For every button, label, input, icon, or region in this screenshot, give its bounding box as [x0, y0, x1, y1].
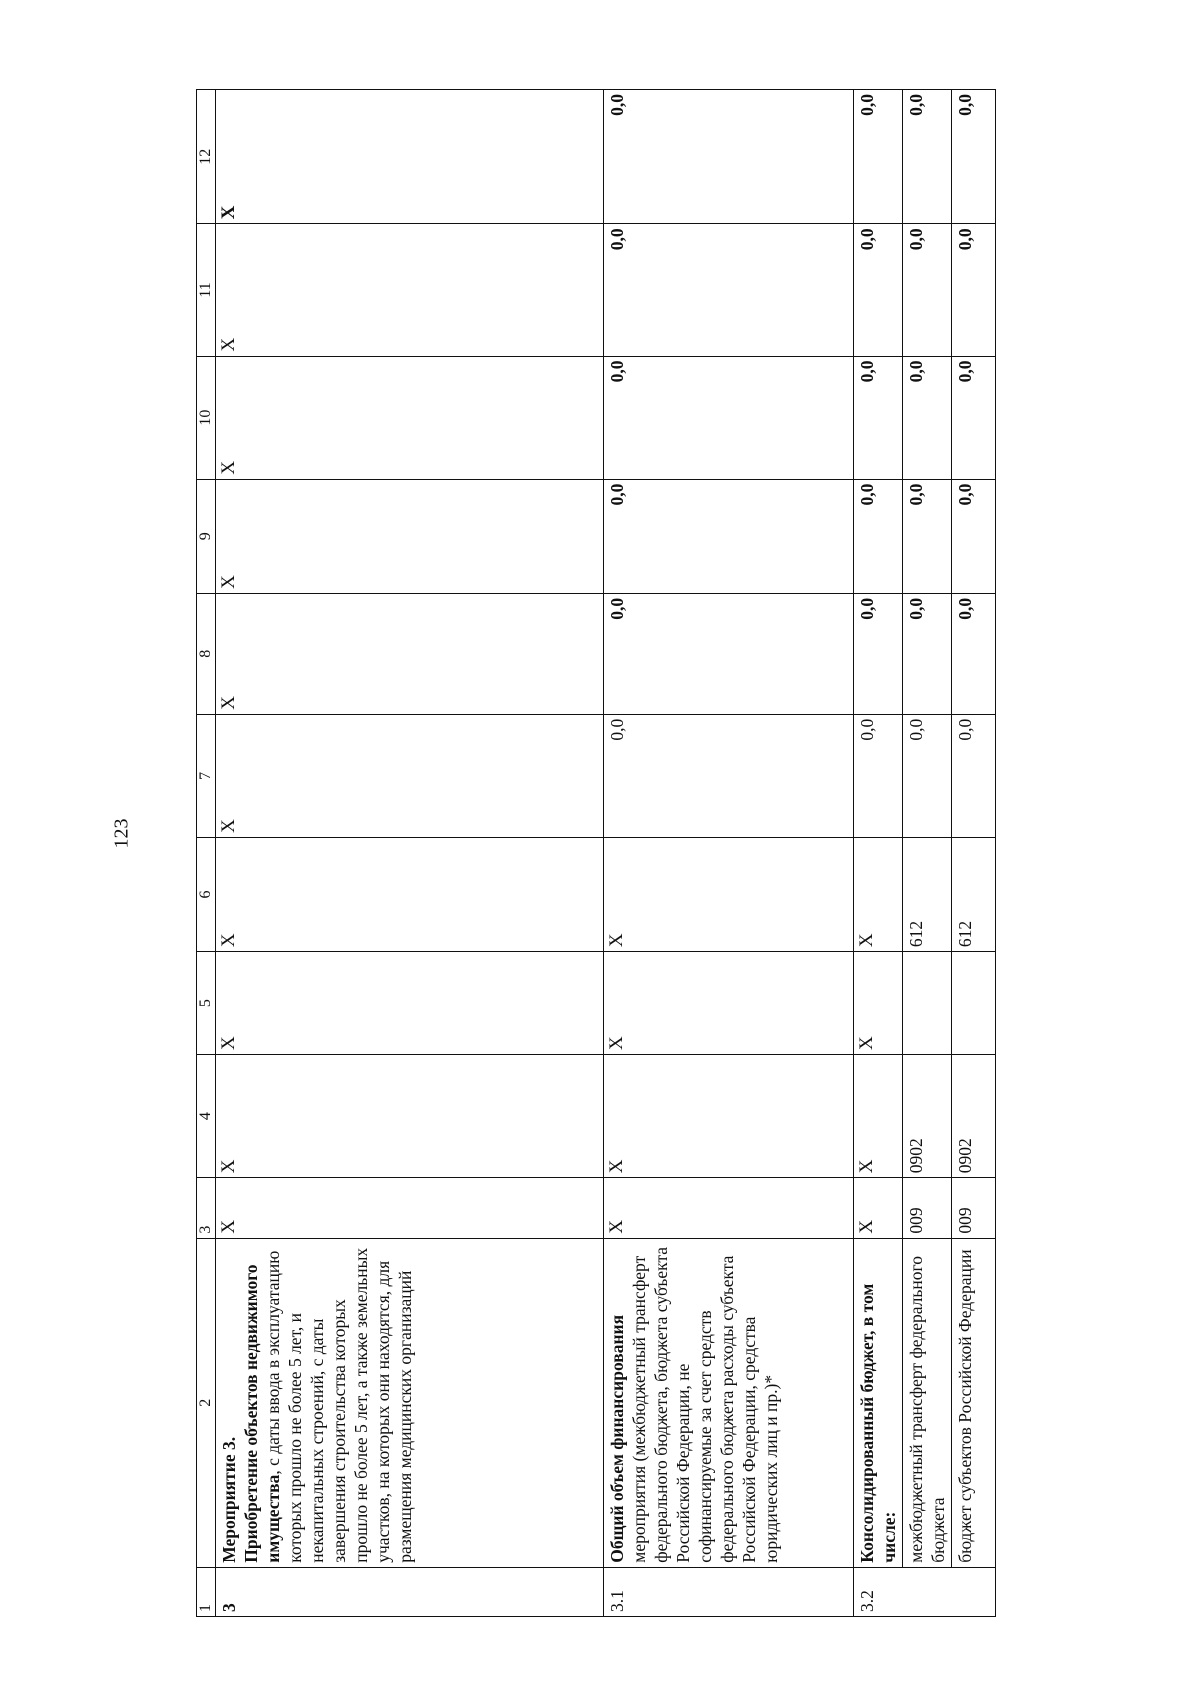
row-name-text: бюджет субъектов Российской Федерации	[955, 1249, 975, 1563]
cell-c4: X	[604, 1055, 854, 1178]
cell-c8: 0,0	[903, 593, 952, 714]
cell-c4: X	[216, 1055, 604, 1178]
cell-c4: 0902	[952, 1055, 996, 1178]
col-number: 7	[197, 714, 216, 837]
table-row	[903, 90, 952, 1617]
row-name-text: межбюджетный трансферт федерального бюджета	[906, 1256, 948, 1563]
cell-c4: X	[854, 1055, 903, 1178]
col-number: 9	[197, 479, 216, 593]
cell-c5	[952, 952, 996, 1055]
cell-c5: X	[604, 952, 854, 1055]
cell-c10: 0,0	[952, 356, 996, 479]
col-number: 2	[197, 1238, 216, 1567]
col-number: 6	[197, 837, 216, 951]
row-number: 3.2	[854, 1567, 996, 1616]
cell-c7: X	[216, 714, 604, 837]
row-name-text: Общий объем финансирования	[607, 1314, 627, 1563]
cell-c12: X	[216, 90, 604, 224]
cell-c10: 0,0	[903, 356, 952, 479]
row-name-text: , с даты ввода в эксплуатацию которых прошло не более 5 лет, и некапитальных строений, с даты завершения строительства которых прошло не более 5 лет, а также земельных участков, на которых они находятся, для размещения медицинских организаций	[263, 1247, 415, 1563]
column-number-row	[197, 90, 216, 1617]
cell-c10: X	[216, 356, 604, 479]
cell-c7: 0,0	[903, 714, 952, 837]
cell-c12: 0,0	[604, 90, 854, 224]
cell-c3: X	[854, 1178, 903, 1238]
cell-c11: 0,0	[903, 224, 952, 356]
cell-c9: 0,0	[604, 479, 854, 593]
cell-c12: 0,0	[903, 90, 952, 224]
col-number: 3	[197, 1178, 216, 1238]
cell-c12: 0,0	[952, 90, 996, 224]
col-number: 12	[197, 90, 216, 224]
cell-c3: X	[216, 1178, 604, 1238]
cell-c3: X	[604, 1178, 854, 1238]
cell-c11: 0,0	[854, 224, 903, 356]
table-row	[604, 90, 854, 1617]
cell-c3: 009	[903, 1178, 952, 1238]
row-number: 3.1	[604, 1567, 854, 1616]
cell-c6: X	[604, 837, 854, 951]
cell-c4: 0902	[903, 1055, 952, 1178]
page-number: 123	[110, 818, 133, 849]
cell-c10: 0,0	[604, 356, 854, 479]
cell-c11: X	[216, 224, 604, 356]
cell-c8: 0,0	[854, 593, 903, 714]
table-body	[197, 90, 996, 1617]
cell-c6: X	[216, 837, 604, 951]
col-number: 5	[197, 952, 216, 1055]
col-number: 10	[197, 356, 216, 479]
cell-c7: 0,0	[952, 714, 996, 837]
cell-c11: 0,0	[952, 224, 996, 356]
row-name	[216, 1238, 604, 1567]
budget-table	[196, 89, 996, 1617]
cell-c7: 0,0	[604, 714, 854, 837]
cell-c12: 0,0	[854, 90, 903, 224]
cell-c6: X	[854, 837, 903, 951]
col-number: 8	[197, 593, 216, 714]
cell-c7: 0,0	[854, 714, 903, 837]
cell-c11: 0,0	[604, 224, 854, 356]
cell-c5	[903, 952, 952, 1055]
table-row	[854, 90, 903, 1617]
col-number: 1	[197, 1567, 216, 1616]
cell-c10: 0,0	[854, 356, 903, 479]
cell-c8: 0,0	[952, 593, 996, 714]
col-number: 4	[197, 1055, 216, 1178]
cell-c6: 612	[903, 837, 952, 951]
cell-c9: 0,0	[903, 479, 952, 593]
rotated-table-container	[196, 89, 975, 1617]
row-name	[854, 1238, 903, 1567]
cell-c5: X	[216, 952, 604, 1055]
cell-c6: 612	[952, 837, 996, 951]
cell-c9: 0,0	[952, 479, 996, 593]
cell-c5: X	[854, 952, 903, 1055]
cell-c8: X	[216, 593, 604, 714]
cell-c9: X	[216, 479, 604, 593]
row-name-text: Мероприятие 3. Приобретение объектов недвижимого имущества	[219, 1264, 283, 1563]
row-number: 3	[216, 1567, 604, 1616]
cell-c3: 009	[952, 1178, 996, 1238]
row-name	[903, 1238, 952, 1567]
cell-c8: 0,0	[604, 593, 854, 714]
col-number: 11	[197, 224, 216, 356]
table-row	[216, 90, 604, 1617]
row-name	[604, 1238, 854, 1567]
table-row	[952, 90, 996, 1617]
row-name-text: мероприятия (межбюджетный трансферт федерального бюджета, бюджета субъекта Российской Федерации, не софинансируемые за счет средств федерального бюджета расходы субъекта Российской Федерации, средства юридических лиц и пр.)*	[629, 1246, 781, 1563]
cell-c9: 0,0	[854, 479, 903, 593]
row-name-text: Консолидированный бюджет, в том числе:	[857, 1283, 899, 1563]
row-name	[952, 1238, 996, 1567]
